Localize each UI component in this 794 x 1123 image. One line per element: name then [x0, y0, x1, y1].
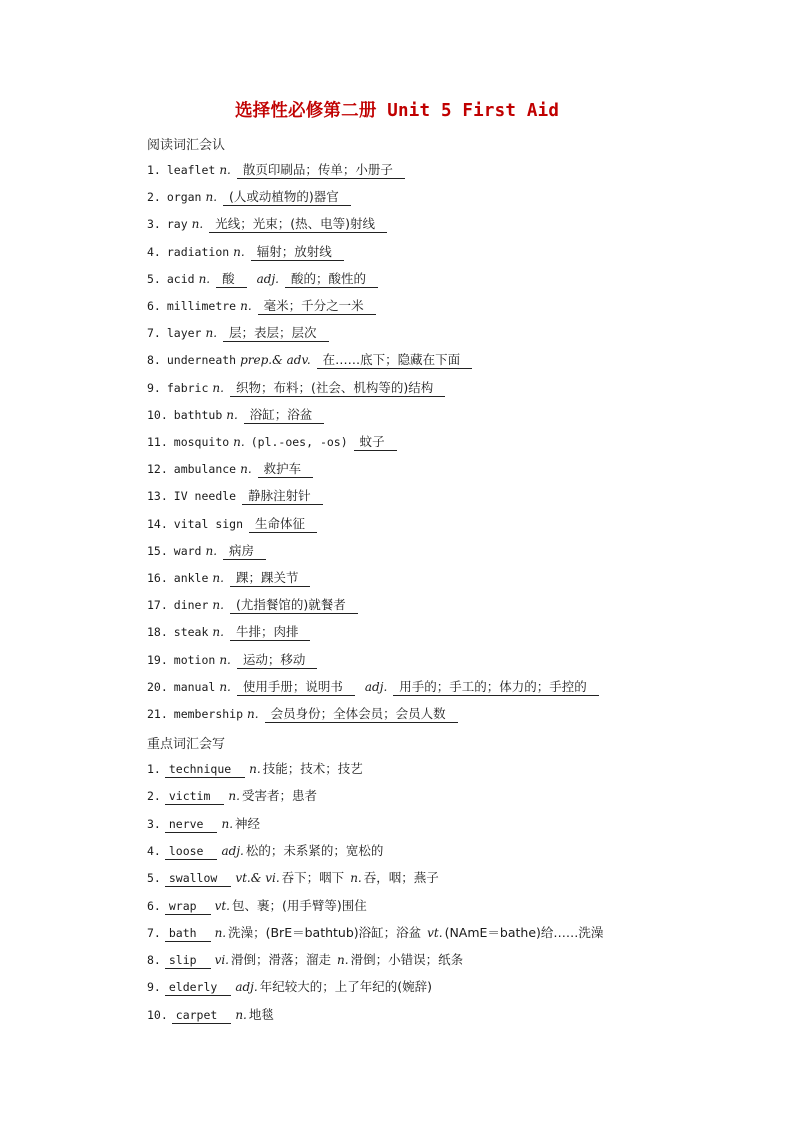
list-item: [147, 406, 324, 424]
item-answer: bath: [165, 925, 211, 942]
title-en: Unit 5 First Aid: [376, 101, 560, 121]
list-item: [147, 351, 472, 369]
item-answer: 运动；移动: [237, 652, 318, 669]
item-pos: prep.& adv.: [240, 353, 311, 368]
item-number: 15.: [147, 543, 168, 558]
list-item: [147, 815, 260, 833]
item-definition: 洗澡；(BrE＝bathtub)浴缸；浴盆: [228, 924, 422, 940]
item-pos: n.: [226, 407, 238, 422]
item-number: 9.: [147, 980, 161, 995]
item-number: 11.: [147, 435, 168, 449]
item-word: ray: [166, 217, 188, 232]
item-answer: swallow: [165, 870, 231, 887]
item-pos: n.: [212, 625, 224, 640]
item-number: 14.: [147, 516, 168, 531]
item-answer: 织物；布料；(社会、机构等的)结构: [230, 380, 445, 397]
item-word: manual: [173, 679, 216, 694]
item-word: radiation: [166, 244, 230, 259]
item-answer: loose: [165, 843, 218, 860]
list-item: [147, 297, 376, 315]
item-word: organ: [166, 190, 202, 205]
list-item: [147, 596, 358, 614]
item-pos: n.: [205, 190, 218, 205]
item-answer: 踝；踝关节: [230, 570, 311, 587]
item-number: 4.: [147, 244, 161, 259]
page-title: [0, 97, 794, 122]
item-pos: n.: [191, 217, 204, 232]
item-pos: n.: [212, 380, 224, 395]
list-item: [147, 215, 387, 233]
item-word: ambulance: [173, 462, 237, 477]
item-definition: 地毯: [248, 1006, 274, 1022]
list-item: [147, 760, 363, 778]
section-heading-reading: 阅读词汇会认: [147, 138, 226, 153]
item-answer: 浴缸；浴盆: [244, 407, 325, 424]
list-item: [147, 161, 405, 179]
list-item: [147, 651, 317, 669]
list-item: [147, 623, 310, 641]
item-number: 21.: [147, 707, 168, 721]
list-item: [147, 569, 310, 587]
item-number: 16.: [147, 571, 168, 585]
list-item: [147, 705, 458, 723]
item-pos-2: n.: [350, 871, 362, 886]
item-answer: elderly: [165, 979, 231, 996]
section-heading-writing: 重点词汇会写: [147, 737, 226, 752]
item-number: 8.: [147, 953, 161, 968]
item-answer: 牛排；肉排: [230, 624, 311, 641]
item-answer: 静脉注射针: [242, 488, 323, 505]
item-answer-2: 用手的；手工的；体力的；手控的: [393, 679, 599, 696]
item-answer: carpet: [172, 1007, 232, 1024]
item-number: 10.: [147, 407, 168, 422]
item-pos-2: adj.: [364, 679, 388, 694]
item-number: 19.: [147, 652, 168, 667]
item-word: membership: [173, 707, 244, 721]
list-item: [147, 270, 378, 288]
item-number: 9.: [147, 380, 161, 395]
item-pos: n.: [240, 299, 252, 313]
item-answer: (人或动植物的)器官: [223, 189, 351, 206]
item-pos-2: adj.: [256, 271, 279, 286]
item-answer: 层；表层；层次: [223, 325, 329, 342]
item-number: 6.: [147, 898, 161, 913]
item-pos: n.: [212, 598, 224, 613]
list-item: [147, 951, 463, 969]
list-item: [147, 897, 367, 915]
list-item: [147, 869, 439, 887]
item-number: 18.: [147, 625, 168, 640]
item-number: 3.: [147, 217, 161, 232]
item-word: ward: [173, 543, 202, 558]
item-number: 2.: [147, 789, 161, 804]
item-pos: n.: [247, 707, 259, 721]
item-pos: vt.& vi.: [235, 871, 280, 886]
item-pos: n.: [214, 925, 227, 940]
item-word: ankle: [173, 571, 209, 585]
item-answer: victim: [165, 788, 225, 805]
item-word: IV needle: [173, 489, 237, 504]
item-pos: vi.: [214, 953, 229, 968]
list-item: [147, 243, 344, 261]
item-word: bathtub: [173, 407, 223, 422]
item-definition-2: 吞，咽；燕子: [363, 870, 439, 886]
item-pos: n.: [219, 652, 231, 667]
item-pos-2: n.: [337, 953, 349, 968]
item-definition: 受害者；患者: [241, 788, 317, 804]
item-pos: n.: [240, 462, 252, 477]
item-word: fabric: [166, 380, 209, 395]
item-word: mosquito: [173, 435, 230, 449]
item-pos: n.: [212, 571, 224, 585]
item-word: leaflet: [166, 163, 216, 177]
item-number: 7.: [147, 326, 161, 341]
item-number: 10.: [147, 1007, 168, 1022]
list-item: [147, 924, 603, 942]
item-word: underneath: [166, 353, 237, 368]
list-item: [147, 379, 445, 397]
item-definition-2: 滑倒；小错误；纸条: [350, 952, 464, 968]
list-item: [147, 487, 323, 505]
item-definition-2: (NAmE＝bathe)给……洗澡: [444, 924, 604, 940]
list-item: [147, 787, 317, 805]
item-answer: 散页印刷品；传单；小册子: [237, 162, 405, 179]
item-answer: 会员身份；全体会员；会员人数: [265, 706, 458, 723]
item-answer: wrap: [165, 898, 211, 915]
title-cjk: 选择性必修第二册: [234, 101, 377, 121]
item-definition: 神经: [235, 815, 261, 831]
item-number: 4.: [147, 843, 161, 858]
list-item: [147, 842, 383, 860]
item-number: 6.: [147, 299, 161, 313]
item-answer-2: 酸的；酸性的: [285, 271, 378, 288]
item-answer: technique: [165, 761, 245, 778]
item-pos: adj.: [221, 843, 244, 858]
item-number: 12.: [147, 462, 168, 477]
item-number: 7.: [147, 925, 161, 940]
item-answer: 酸: [216, 271, 247, 288]
item-pos: vt.: [214, 898, 230, 913]
item-answer: 毫米；千分之一米: [258, 298, 376, 315]
item-pos: n.: [205, 326, 218, 341]
item-answer: slip: [165, 952, 211, 969]
item-definition: 滑倒；滑落；溜走: [231, 952, 332, 968]
item-pos: n.: [233, 435, 245, 449]
item-pos: n.: [219, 679, 231, 694]
item-number: 5.: [147, 271, 161, 286]
item-word: diner: [173, 598, 209, 613]
item-number: 8.: [147, 353, 161, 368]
list-item: [147, 678, 599, 696]
item-pos: n.: [235, 1007, 247, 1022]
item-pos-2: vt.: [427, 925, 443, 940]
list-item: [147, 978, 432, 996]
item-pos: n.: [233, 244, 245, 259]
item-word: acid: [166, 271, 195, 286]
item-pos: n.: [198, 271, 211, 286]
item-answer: 救护车: [258, 461, 314, 478]
item-definition: 吞下；咽下: [281, 870, 345, 886]
item-answer: 蚊子: [354, 434, 397, 451]
item-pos: adj.: [235, 980, 258, 995]
list-item: [147, 188, 351, 206]
list-item: [147, 515, 317, 533]
item-definition: 年纪较大的；上了年纪的(婉辞): [259, 979, 432, 995]
item-number: 1.: [147, 762, 161, 776]
item-pos: n.: [228, 789, 240, 804]
item-answer: 使用手册；说明书: [237, 679, 355, 696]
item-answer: 光线；光束；(热、电等)射线: [209, 216, 387, 233]
list-item: [147, 1006, 274, 1024]
item-word: millimetre: [166, 299, 237, 313]
item-word: steak: [173, 625, 209, 640]
item-definition: 松的；未系紧的；宽松的: [245, 842, 384, 858]
item-number: 17.: [147, 598, 168, 613]
item-answer: 辐射；放射线: [251, 244, 344, 261]
item-answer: (尤指餐馆的)就餐者: [230, 597, 358, 614]
item-plural-note: (pl.-oes, -os): [250, 435, 348, 449]
item-definition: 包、裹；(用手臂等)围住: [231, 897, 367, 913]
item-answer: nerve: [165, 816, 218, 833]
list-item: [147, 324, 329, 342]
item-answer: 生命体征: [249, 516, 317, 533]
list-item: [147, 460, 313, 478]
item-pos: n.: [249, 762, 261, 776]
item-pos: n.: [219, 163, 231, 177]
item-word: vital sign: [173, 516, 244, 531]
item-word: layer: [166, 326, 202, 341]
item-pos: n.: [205, 543, 218, 558]
item-number: 20.: [147, 679, 168, 694]
item-definition: 技能；技术；技艺: [262, 761, 363, 776]
item-number: 5.: [147, 871, 161, 886]
item-pos: n.: [221, 816, 234, 831]
list-item: [147, 433, 397, 451]
list-item: [147, 542, 266, 560]
item-number: 3.: [147, 816, 161, 831]
item-answer: 病房: [223, 543, 266, 560]
item-word: motion: [173, 652, 216, 667]
item-number: 13.: [147, 489, 168, 504]
item-number: 2.: [147, 190, 161, 205]
item-answer: 在……底下；隐藏在下面: [317, 352, 473, 369]
item-number: 1.: [147, 163, 161, 177]
